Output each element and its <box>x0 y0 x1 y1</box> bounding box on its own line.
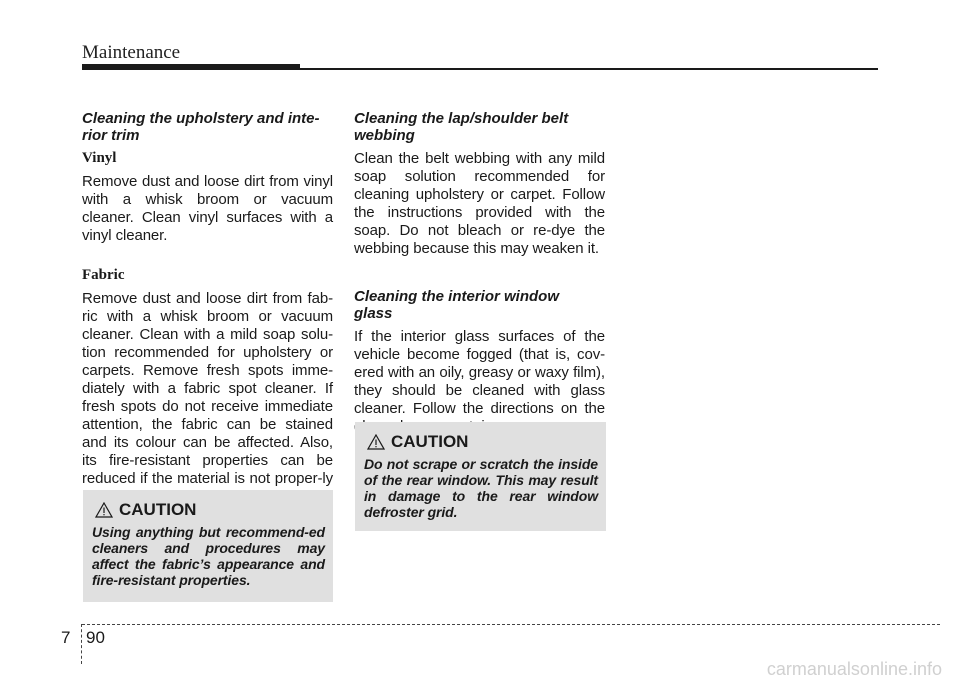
middle-column <box>354 110 605 436</box>
caution-title <box>92 500 325 520</box>
watermark: carmanualsonline.info <box>766 659 942 679</box>
belt-text: Clean the belt webbing with any mild soap solution recommended for cleaning upholstery or carpet. Follow the instructions provided with the soap. Do not bleach or re-dye the webbing because this may weaken it. <box>354 150 605 257</box>
footer-rule <box>82 624 940 625</box>
footer-divider <box>81 624 82 664</box>
page-number: 90 <box>86 628 105 647</box>
header-rule <box>300 68 878 70</box>
caution-box-window <box>355 422 606 531</box>
glass-text: If the interior glass surfaces of the vehicle become fogged (that is, cov-ered with an oily, greasy or waxy film), they should be cleaned with glass cleaner. Follow the directions on the <box>354 328 605 417</box>
belt-heading: Cleaning the lap/shoulder belt webbing <box>354 110 569 144</box>
caution-title-text: CAUTION <box>391 432 469 451</box>
warning-triangle-icon <box>367 434 385 450</box>
chapter-number: 7 <box>61 628 71 647</box>
left-column <box>82 110 333 506</box>
vinyl-heading: Vinyl <box>82 150 117 166</box>
fabric-text: Remove dust and loose dirt from fab-ric with a whisk broom or vacuum cleaner. Clean with a mild soap solu-tion recommended for upholstery or carpets. Remove fresh spots imme-diately with a fabric spot cleaner. If fresh spots do not receive immediate attention, the fabric can be stained and its colour can be affected. Also, its fire-resistant properties can be reduced if the material is not proper-ly <box>82 290 333 487</box>
glass-heading: Cleaning the interior window glass <box>354 288 560 322</box>
vinyl-text: Remove dust and loose dirt from vinyl with a whisk broom or vacuum cleaner. Clean vinyl surfaces with a vinyl cleaner. <box>82 173 333 244</box>
caution-box-fabric <box>83 490 333 602</box>
caution-title-text: CAUTION <box>119 500 197 519</box>
fabric-heading: Fabric <box>82 267 125 283</box>
caution-title <box>364 432 598 452</box>
caution-text: Do not scrape or scratch the inside of the rear window. This may result in damage to the rear window defroster grid. <box>364 456 598 520</box>
caution-text: Using anything but recommend-ed cleaners and procedures may affect the fabric’s appearance and fire-resistant properties. <box>92 524 325 588</box>
upholstery-heading: Cleaning the upholstery and inte- rior trim <box>82 110 320 144</box>
header-bar <box>82 64 300 70</box>
section-title: Maintenance <box>82 42 181 63</box>
warning-triangle-icon <box>95 502 113 518</box>
